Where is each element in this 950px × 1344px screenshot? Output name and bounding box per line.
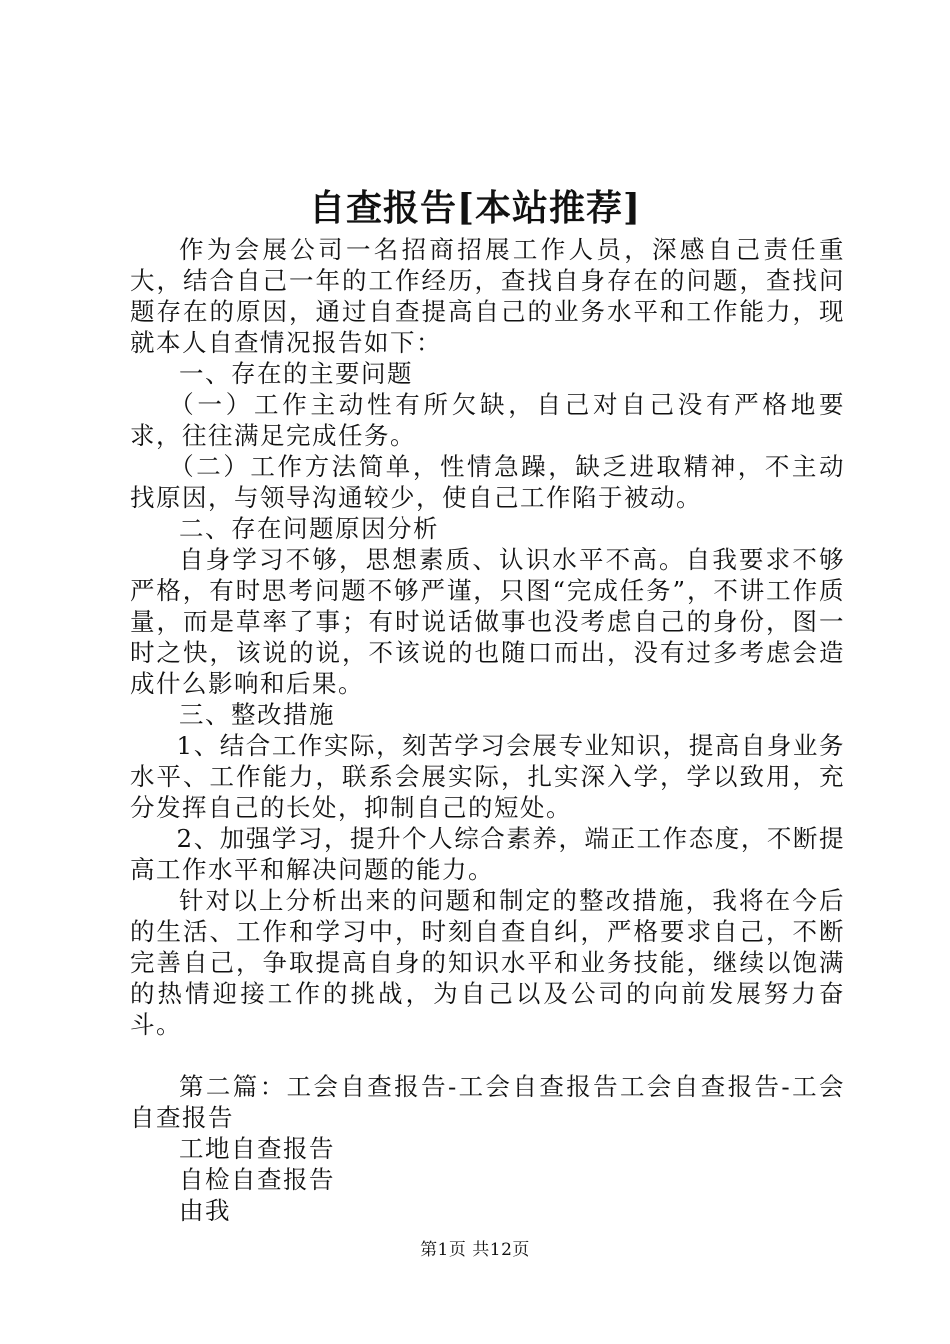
paragraph-problem-2: （二）工作方法简单，性情急躁，缺乏进取精神，不主动找原因，与领导沟通较少，使自己工作陷于被动。: [130, 452, 845, 512]
document-body: [130, 234, 845, 1226]
heading-rectification: 三、整改措施: [179, 700, 335, 729]
paragraph-self-check-report: 自检自查报告: [179, 1165, 335, 1194]
paragraph-intro: 作为会展公司一名招商招展工作人员，深感自己责任重大，结合自己一年的工作经历，查找自身存在的问题，查找问题存在的原因，通过自查提高自己的业务水平和工作能力，现就本人自查情况报告如下：: [130, 235, 845, 357]
paragraph-site-report: 工地自查报告: [179, 1134, 335, 1163]
document-title: 自查报告[本站推荐]: [308, 187, 642, 229]
page-footer: 第1页 共12页: [420, 1240, 530, 1260]
paragraph-trailing: 由我: [179, 1196, 231, 1225]
blank-line: [130, 1040, 845, 1071]
paragraph-second-article: 第二篇：工会自查报告-工会自查报告工会自查报告-工会自查报告: [130, 1072, 845, 1132]
paragraph-measure-1: 1、结合工作实际，刻苦学习会展专业知识，提高自身业务水平、工作能力，联系会展实际，扎实深入学，学以致用，充分发挥自己的长处，抑制自己的短处。: [130, 731, 845, 822]
paragraph-measure-2: 2、加强学习，提升个人综合素养，端正工作态度，不断提高工作水平和解决问题的能力。: [130, 824, 845, 884]
paragraph-problem-1: （一）工作主动性有所欠缺，自己对自己没有严格地要求，往往满足完成任务。: [130, 390, 845, 450]
heading-main-problems: 一、存在的主要问题: [179, 359, 413, 388]
paragraph-conclusion: 针对以上分析出来的问题和制定的整改措施，我将在今后的生活、工作和学习中，时刻自查自纠，严格要求自己，不断完善自己，争取提高自身的知识水平和业务技能，继续以饱满的热情迎接工作的挑战，为自己以及公司的向前发展努力奋斗。: [130, 886, 845, 1039]
heading-cause-analysis: 二、存在问题原因分析: [179, 514, 439, 543]
paragraph-cause: 自身学习不够，思想素质、认识水平不高。自我要求不够严格，有时思考问题不够严谨，只图“完成任务”，不讲工作质量，而是草率了事；有时说话做事也没考虑自己的身份，图一时之快，该说的说，不该说的也随口而出，没有过多考虑会造成什么影响和后果。: [130, 545, 845, 698]
